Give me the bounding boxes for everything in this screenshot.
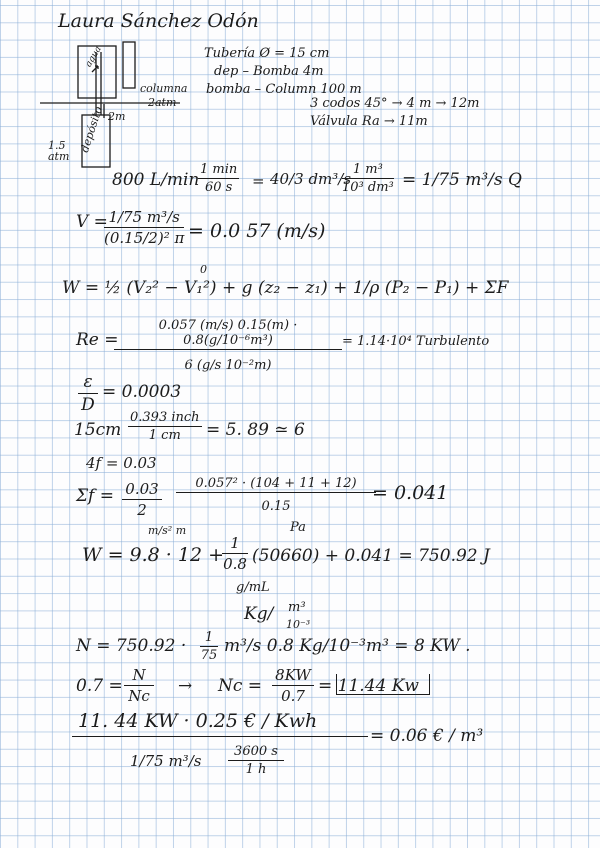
top-pressure-label: 2atm xyxy=(148,96,177,109)
eq1-fraction-min xyxy=(198,162,239,195)
eq10-den: 75 xyxy=(200,648,218,663)
eq4-den: 6 (g/s 10⁻²m) xyxy=(184,358,272,373)
eq5-den: D xyxy=(81,395,95,415)
eq4-fraction xyxy=(114,318,342,373)
eq8-n1: 0.03 xyxy=(122,480,162,500)
eq12-den-b xyxy=(228,744,284,777)
eq11-result-box xyxy=(336,674,430,695)
eq2-v: V = xyxy=(76,212,108,232)
eq9-num: 1 xyxy=(222,534,248,554)
data-tuberia: Tubería Ø = 15 cm xyxy=(204,46,330,61)
eq9-rest: (50660) + 0.041 = 750.92 J xyxy=(252,546,490,566)
eq6-result: = 5. 89 ≃ 6 xyxy=(206,420,305,440)
eq5-result: = 0.0003 xyxy=(102,382,182,402)
eq10-num: 1 xyxy=(200,630,218,647)
column-side xyxy=(123,42,135,88)
eq8-sum: Σf = xyxy=(76,486,114,506)
eq8-n2: 0.057² · (104 + 11 + 12) xyxy=(176,476,376,493)
eq11-result: = 11.44 Kw xyxy=(318,676,419,696)
deposit-label: depósito xyxy=(78,104,106,155)
data-bomba-column: bomba – Column 100 m xyxy=(206,82,362,97)
eq5-num: ε xyxy=(78,372,98,394)
eq3-zero: 0 xyxy=(200,263,207,276)
eq11-fraction1 xyxy=(124,666,154,705)
eq8-d2: 0.15 xyxy=(261,499,291,514)
eq11-den: Nc xyxy=(128,687,150,705)
eq2-result: = 0.0 57 (m/s) xyxy=(188,220,326,242)
eq9-gml: g/mL xyxy=(236,580,270,595)
eq3-energy-balance: W = ½ (V₂² − V₁²) + g (z₂ − z₁) + 1/ρ (P₂ − P₁) + ΣF xyxy=(62,278,509,298)
height-label: 2m xyxy=(108,110,126,123)
eq4-re: Re = xyxy=(76,330,119,350)
eq11-arrow: → xyxy=(178,676,193,696)
eq12-den-b-den: 1 h xyxy=(245,762,267,777)
eq11-nc: Nc = xyxy=(218,676,263,696)
eq12-result: = 0.06 € / m³ xyxy=(370,726,484,746)
eq2-num: 1/75 m³/s xyxy=(104,208,184,228)
pipe-note: agua xyxy=(84,44,104,69)
data-codos: 3 codos 45° → 4 m → 12m xyxy=(310,96,480,111)
eq10-text: N = 750.92 · xyxy=(76,636,187,656)
eq9-units: m/s² m xyxy=(148,524,187,537)
eq8-fraction2 xyxy=(176,476,376,514)
eq4-result: = 1.14·10⁴ Turbulento xyxy=(342,334,490,349)
eq5-fraction xyxy=(78,372,98,415)
eq1-flow: 800 L/min xyxy=(112,170,200,190)
eq1-equals: = xyxy=(252,172,265,190)
data-dep-bomba: dep – Bomba 4m xyxy=(214,64,324,79)
eq9-den: 0.8 xyxy=(223,555,247,573)
eq8-fraction1 xyxy=(122,480,162,519)
eq4-num: 0.057 (m/s) 0.15(m) · 0.8(g/10⁻⁶m³) xyxy=(114,318,342,350)
eq8-result: = 0.041 xyxy=(372,482,449,504)
author-name: Laura Sánchez Odón xyxy=(58,10,259,32)
eq11-den2: 0.7 xyxy=(281,687,305,705)
eq9-pa: Pa xyxy=(290,520,306,535)
eq12-fraction-bar xyxy=(72,736,368,737)
eq9-w: W = 9.8 · 12 + xyxy=(82,544,224,566)
eq1-frac-num: 1 min xyxy=(200,162,238,177)
eq8-d1: 2 xyxy=(137,501,147,519)
eq12-num: 11. 44 KW · 0.25 € / Kwh xyxy=(78,710,318,732)
eq9-e3: 10⁻³ xyxy=(286,618,311,631)
eq6-num: 0.393 inch xyxy=(130,410,200,425)
eq6-fraction xyxy=(128,410,202,443)
eq1-frac2-num: 1 m³ xyxy=(342,162,394,179)
eq11-num2: 8KW xyxy=(272,666,314,686)
eq9-kg: Kg/ xyxy=(244,604,274,624)
column-label: columna xyxy=(140,82,188,95)
eq1-frac2-den: 10³ dm³ xyxy=(342,180,394,195)
eq11-left: 0.7 = xyxy=(76,676,123,696)
eq6-den: 1 cm xyxy=(148,428,181,443)
eq9-m3: m³ xyxy=(288,600,306,615)
eq10-rest: m³/s 0.8 Kg/10⁻³m³ = 8 KW . xyxy=(224,636,471,656)
eq11-fraction2 xyxy=(272,666,314,705)
eq1-fraction-m3 xyxy=(342,162,394,195)
eq2-den: (0.15/2)² π xyxy=(104,229,185,247)
eq12-den-a: 1/75 m³/s xyxy=(130,752,202,770)
eq10-fraction xyxy=(200,630,218,663)
eq7-friction: 4f = 0.03 xyxy=(86,454,157,472)
eq1-frac-den: 60 s xyxy=(204,180,233,195)
eq1-result: = 1/75 m³/s Q xyxy=(402,170,522,190)
eq2-fraction xyxy=(104,208,184,247)
eq6-left: 15cm xyxy=(74,420,122,440)
eq9-fraction xyxy=(222,534,248,573)
data-valvula: Válvula Ra → 11m xyxy=(310,114,428,129)
eq1-mid: 40/3 dm³/s xyxy=(270,170,352,188)
eq11-num: N xyxy=(124,666,154,686)
bottom-pressure-label: 1.5 atm xyxy=(48,139,70,163)
eq12-den-b-num: 3600 s xyxy=(228,744,284,761)
